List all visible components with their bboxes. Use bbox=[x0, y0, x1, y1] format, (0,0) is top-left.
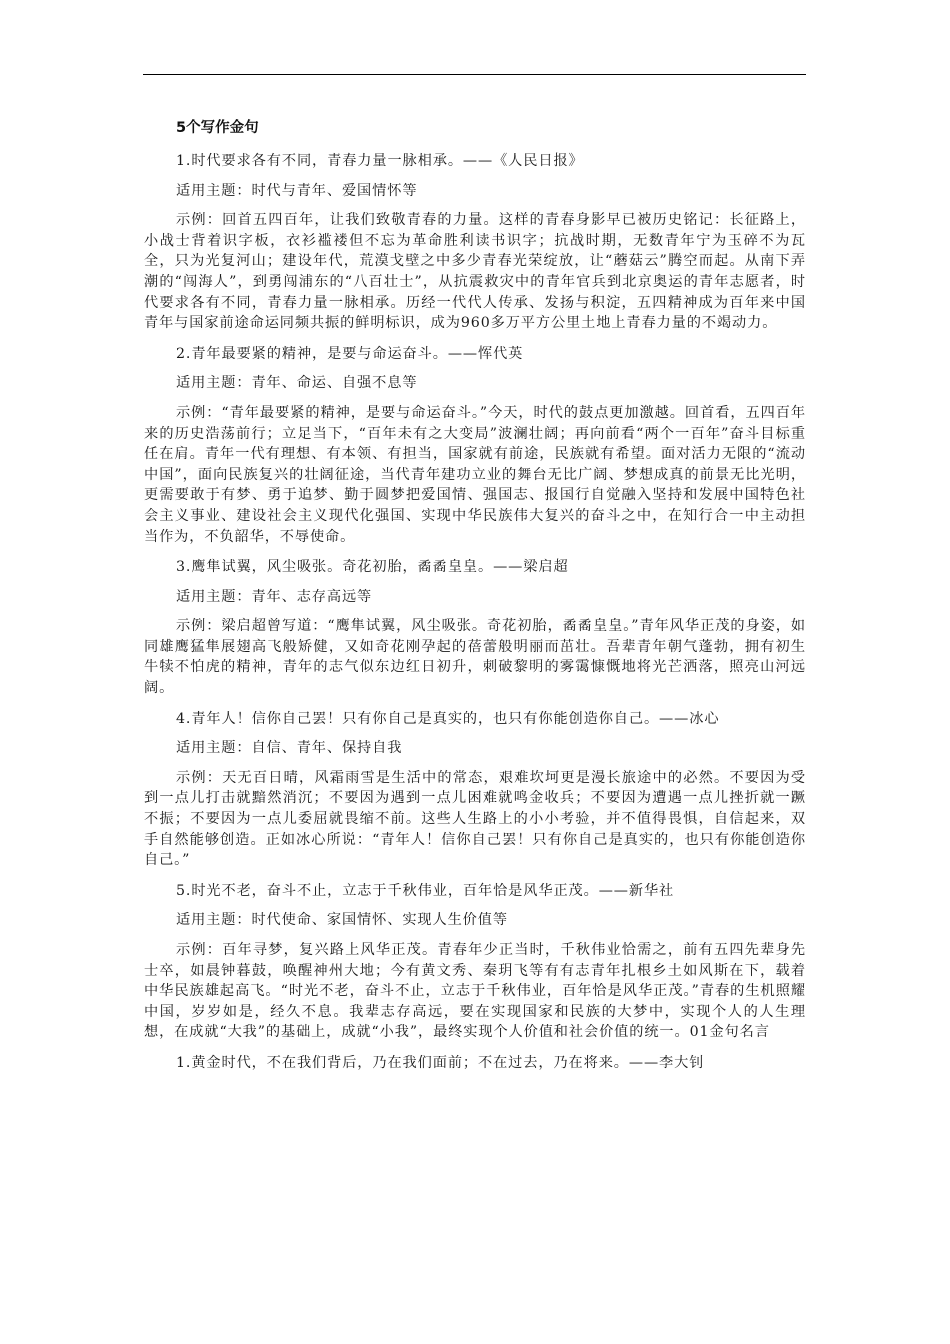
theme-5: 适用主题：时代使命、家国情怀、实现人生价值等 bbox=[176, 912, 508, 929]
theme-3: 适用主题：青年、志存高远等 bbox=[176, 588, 373, 605]
quote-1: 1.时代要求各有不同，青春力量一脉相承。——《人民日报》 bbox=[176, 153, 584, 169]
example-3: 示例：梁启超曾写道：“鹰隼试翼，风尘吸张。奇花初胎，矞矞皇皇。”青年风华正茂的身姿，如同雄鹰猛隼展翅高飞般矫健，又如奇花刚孕起的蓓蕾般明丽而茁壮。吾辈青年朝气蓬勃，拥有初生牛犊不怕虎的精神，青年的志气似东边红日初升，刺破黎明的雾霭慷慨地将光芒洒落，照亮山河远阔。 bbox=[144, 618, 806, 697]
quote-4: 4.青年人！信你自己罢！只有你自己是真实的，也只有你能创造你自己。——冰心 bbox=[176, 710, 720, 727]
document-title: 5个写作金句 bbox=[176, 120, 259, 136]
section-5 bbox=[144, 881, 806, 1043]
trailing-quote: 1.黄金时代，不在我们背后，乃在我们面前；不在过去，乃在将来。——李大钊 bbox=[176, 1054, 705, 1071]
quote-2: 2.青年最要紧的精神，是要与命运奋斗。——恽代英 bbox=[176, 345, 524, 362]
section-2 bbox=[144, 344, 806, 547]
section-1 bbox=[144, 151, 806, 334]
example-1: 示例：回首五四百年，让我们致敬青春的力量。这样的青春身影早已被历史铭记：长征路上，小战士背着识字板，衣衫褴褛但不忘为革命胜利读书识字；抗战时期，无数青年宁为玉碎不为瓦全，只为光复河山；建设年代，荒漠戈壁之中多少青春光荣绽放，让“蘑菇云”腾空而起。从南下弄潮的“闯海人”，到勇闯浦东的“八百壮士”，从抗震救灾中的青年官兵到北京奥运的青年志愿者，时代要求各有不同，青春力量一脉相承。历经一代代人传承、发扬与积淀，五四精神成为百年来中国青年与国家前途命运同频共振的鲜明标识，成为960多万平方公里土地上青春力量的不竭动力。 bbox=[144, 212, 806, 332]
example-4: 示例：天无百日晴，风霜雨雪是生活中的常态，艰难坎坷更是漫长旅途中的必然。不要因为受到一点儿打击就黯然消沉；不要因为遇到一点儿困难就鸣金收兵；不要因为遭遇一点儿挫折就一蹶不振；不要因为一点儿委屈就畏缩不前。这些人生路上的小小考验，并不值得畏惧，自信起来，双手自然能够创造。正如冰心所说：“青年人！信你自己罢！只有你自己是真实的，也只有你能创造你自己。” bbox=[144, 769, 806, 869]
quote-3: 3.鹰隼试翼，风尘吸张。奇花初胎，矞矞皇皇。——梁启超 bbox=[176, 559, 569, 576]
quote-5: 5.时光不老，奋斗不止，立志于千秋伟业，百年恰是风华正茂。——新华社 bbox=[176, 882, 675, 899]
theme-1: 适用主题：时代与青年、爱国情怀等 bbox=[176, 182, 418, 199]
example-5: 示例：百年寻梦，复兴路上风华正茂。青春年少正当时，千秋伟业恰需之，前有五四先辈身先士卒，如晨钟暮鼓，唤醒神州大地；今有黄文秀、秦玥飞等有有志青年扎根乡土如风斯在下，载着中华民族雄起高飞。“时光不老，奋斗不止，立志于千秋伟业，百年恰是风华正茂。”青春的生机照耀中国，岁岁如是，经久不息。我辈志存高远，要在实现国家和民族的大梦中，实现个人的人生理想，在成就“大我”的基础上，成就“小我”，最终实现个人价值和社会价值的统一。01金句名言 bbox=[144, 942, 806, 1041]
document-body bbox=[144, 114, 806, 1083]
section-4 bbox=[144, 709, 806, 871]
theme-2: 适用主题：青年、命运、自强不息等 bbox=[176, 375, 418, 392]
example-2: 示例：“青年最要紧的精神，是要与命运奋斗。”今天，时代的鼓点更加激越。回首看，五四百年来的历史浩荡前行；立足当下，“百年未有之大变局”波澜壮阔；再向前看“两个一百年”奋斗目标重任在肩。青年一代有理想、有本领、有担当，国家就有前途，民族就有希望。面对活力无限的“流动中国”，面向民族复兴的壮阔征途，当代青年建功立业的舞台无比广阔、梦想成真的前景无比光明，更需要敢于有梦、勇于追梦、勤于圆梦把爱国情、强国志、报国行自觉融入坚持和发展中国特色社会主义事业、建设社会主义现代化强国、实现中华民族伟大复兴的奋斗之中，在知行合一中主动担当作为，不负韶华，不辱使命。 bbox=[144, 404, 806, 545]
section-3 bbox=[144, 557, 806, 699]
theme-4: 适用主题：自信、青年、保持自我 bbox=[176, 740, 403, 757]
header-rule bbox=[143, 74, 806, 75]
